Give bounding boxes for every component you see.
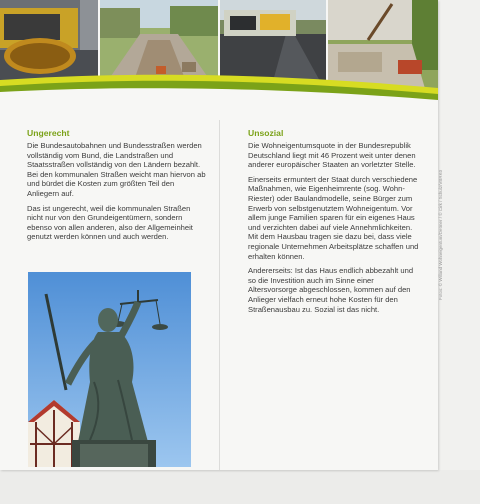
heading-unsozial: Unsozial <box>248 128 284 138</box>
scan-margin <box>438 0 480 504</box>
left-paragraph-1: Die Bundesautobahnen und Bundesstraßen werden vollständig vom Bund, die Landstraßen und Staatsstraßen vollständig von den Ländern bezahlt. Bei den kommunalen Straßen weicht man hiervon ab und bürdet die Kosten zum größten Teil den Anliegern auf. <box>27 141 206 198</box>
page-fold <box>219 120 220 470</box>
right-paragraph-1: Die Wohneigentumsquote in der Bundesrepublik Deutschland liegt mit 46 Prozent weit unter denen anderer europäischer Staaten an vorletzter Stelle. <box>248 141 416 170</box>
right-column <box>248 128 420 319</box>
left-paragraph-2: Das ist ungerecht, weil die kommunalen Straßen nicht nur von den Grundeigentümern, sondern ebenso von allen anderen, also der Allgemeinheit genutzt werden können und auch werden. <box>27 203 193 242</box>
photo-credit: Fotos: © Willand Wohneigentum/Detmer / © Cirk / Schulz/VBRK0 <box>438 169 443 300</box>
green-swoosh-band <box>0 74 438 120</box>
right-paragraph-2: Einerseits ermuntert der Staat durch verschiedene Maßnahmen, wie Eigenheimrente (sog. Wohn-Riester) oder Baulandmodelle, seine Bürger zum Erwerb von selbstgenutztem Wohneigentum. Vor allem junge Familien sparen für ein eigenes Haus und verzichten dabei auf viele Annehmlichkeiten. Mit dem Hausbau tragen sie dazu bei, dass viele regionale Unternehmen Arbeitsplätze schaffen und erhalten können. <box>248 174 419 261</box>
heading-ungerecht: Ungerecht <box>27 128 70 138</box>
scan-bottom-margin <box>0 470 480 504</box>
justitia-statue-photo <box>28 272 191 467</box>
right-paragraph-3: Andererseits: Ist das Haus endlich abbezahlt und so die Investition auch im Sinne einer Altersvorsorge abgeschlossen, kommen auf den Anlieger vielfach erneut hohe Kosten für den Straßenausbau zu. Sozial ist das nicht. <box>248 266 414 314</box>
left-column <box>27 128 207 247</box>
